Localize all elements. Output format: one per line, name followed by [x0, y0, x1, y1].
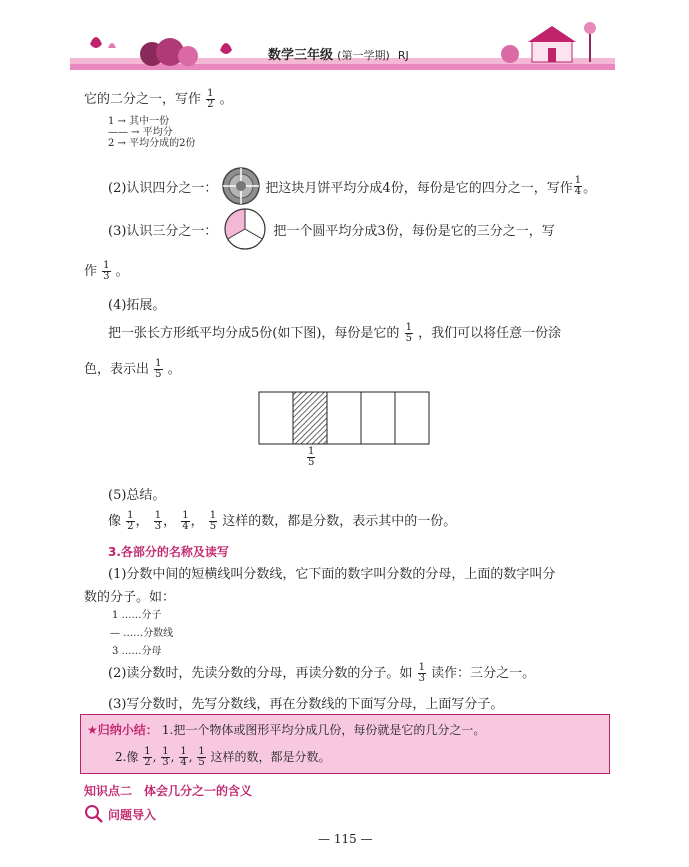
- summary-fraction-1-3: $\frac{1}{3}$: [162, 746, 169, 768]
- rect-cell: [327, 392, 361, 444]
- page-number: — 115 —: [318, 832, 373, 846]
- fraction-read-example: $\frac{1}{3}$: [418, 662, 425, 684]
- item-quarter: (2)认识四分之一： 把这块月饼平均分成4份，每份是它的四分之一，写作 $\frac{1}{4}$ 。: [108, 166, 596, 206]
- fraction-half: $\frac{1}{2}$: [207, 88, 214, 110]
- fraction-1-3: $\frac{1}{3}$: [154, 510, 162, 532]
- fraction-quarter: $\frac{1}{4}$: [574, 174, 582, 197]
- circle-thirds-icon: [223, 207, 267, 251]
- intro-text: 它的二分之一，写作: [84, 92, 202, 107]
- item5-title: (5)总结。: [108, 488, 166, 503]
- fraction-fifth: $\frac{1}{5}$: [405, 322, 412, 344]
- fifths-rectangle: [258, 390, 432, 446]
- item2-label: (2)认识四分之一：: [108, 180, 218, 196]
- section3-p1: (1)分数中间的短横线叫分数线，它下面的数字叫分数的分母，上面的数字叫分: [108, 567, 556, 582]
- item3-label: (3)认识三分之一：: [108, 223, 218, 239]
- mooncake-icon: [221, 166, 261, 206]
- summary-box: [80, 714, 610, 774]
- item4-title: (4)拓展。: [108, 298, 166, 313]
- item3-cont: 作 $\frac{1}{3}$ 。: [84, 260, 129, 282]
- summary-fraction-1-4: $\frac{1}{4}$: [180, 746, 187, 768]
- section3-p4: (3)写分数时，先写分数线，再在分数线的下面写分母，上面写分子。: [108, 697, 504, 712]
- header-edition: RJ: [397, 49, 409, 62]
- parts-denominator: 3 ……分母: [112, 646, 162, 657]
- section3-p2: 数的分子。如：: [84, 590, 176, 605]
- page-header: [70, 14, 615, 74]
- annotation-label1: 其中一份: [129, 116, 170, 127]
- item3-text: 把一个圆平均分成3份，每份是它的三分之一，写: [273, 223, 555, 239]
- knowledge-title: 知识点二 体会几分之一的含义: [84, 784, 253, 798]
- fraction-1-4: $\frac{1}{4}$: [182, 510, 189, 532]
- rect-cell: [361, 392, 395, 444]
- fraction-fifth-2: $\frac{1}{5}$: [155, 358, 162, 380]
- header-title: 数学三年级: [268, 48, 334, 63]
- fraction-annotation: 1 → 其中一份 —— → 平均分 2 → 平均分成的2份: [108, 116, 196, 149]
- summary-fraction-1-2: $\frac{1}{2}$: [144, 746, 151, 768]
- magnifier-icon: [84, 804, 104, 824]
- problem-intro: [84, 804, 156, 824]
- header-subtitle: (第一学期): [337, 49, 390, 62]
- item4-para1: 把一张长方形纸平均分成5份(如下图)，每份是它的 $\frac{1}{5}$ ，我们可以将任意一份涂: [108, 322, 562, 344]
- item-third: [108, 207, 555, 251]
- annotation-label2: 平均分: [142, 127, 173, 138]
- rect-cell: [395, 392, 429, 444]
- parts-numerator: 1 ……分子: [112, 610, 162, 621]
- section3-heading: 3.各部分的名称及读写: [108, 545, 229, 559]
- section3-p3: (2)读分数时，先读分数的分母，再读分数的分子。如 $\frac{1}{3}$ 读作：三分之一。: [108, 662, 536, 684]
- parts-line: — ……分数线: [110, 628, 174, 639]
- intro-end: 。: [219, 92, 233, 107]
- rect-cell: [259, 392, 293, 444]
- problem-intro-label: 问题导入: [108, 807, 157, 822]
- fraction-1-5: $\frac{1}{5}$: [209, 510, 217, 532]
- fraction-1-2: $\frac{1}{2}$: [127, 510, 134, 532]
- summary-line1: 1.把一个物体或图形平均分成几份，每份就是它的几分之一。: [161, 723, 486, 737]
- shaded-cell: [293, 392, 327, 444]
- rectangle-fraction-label: $\frac{1}{5}$: [308, 446, 315, 468]
- summary-fraction-1-5: $\frac{1}{5}$: [198, 746, 205, 768]
- fraction-third: $\frac{1}{3}$: [103, 260, 110, 282]
- annotation-label3: 平均分成的2份: [129, 138, 196, 149]
- item2-text: 把这块月饼平均分成4份，每份是它的四分之一，写作: [265, 180, 573, 196]
- intro-line: [84, 88, 233, 110]
- summary-label: ★归纳小结：: [87, 723, 158, 737]
- summary-line2: 2.像 $\frac{1}{2}$ , $\frac{1}{3}$ , $\frac{1}{4}$ , $\frac{1}{5}$ 这样的数，都是分数。: [115, 746, 331, 768]
- item4-para2: 色，表示出 $\frac{1}{5}$ 。: [84, 358, 181, 380]
- item5-text: 像 $\frac{1}{2}$ ， $\frac{1}{3}$ ， $\frac{1}{4}$ ， $\frac{1}{5}$ 这样的数，都是分数，表示其中的一份。: [108, 510, 457, 532]
